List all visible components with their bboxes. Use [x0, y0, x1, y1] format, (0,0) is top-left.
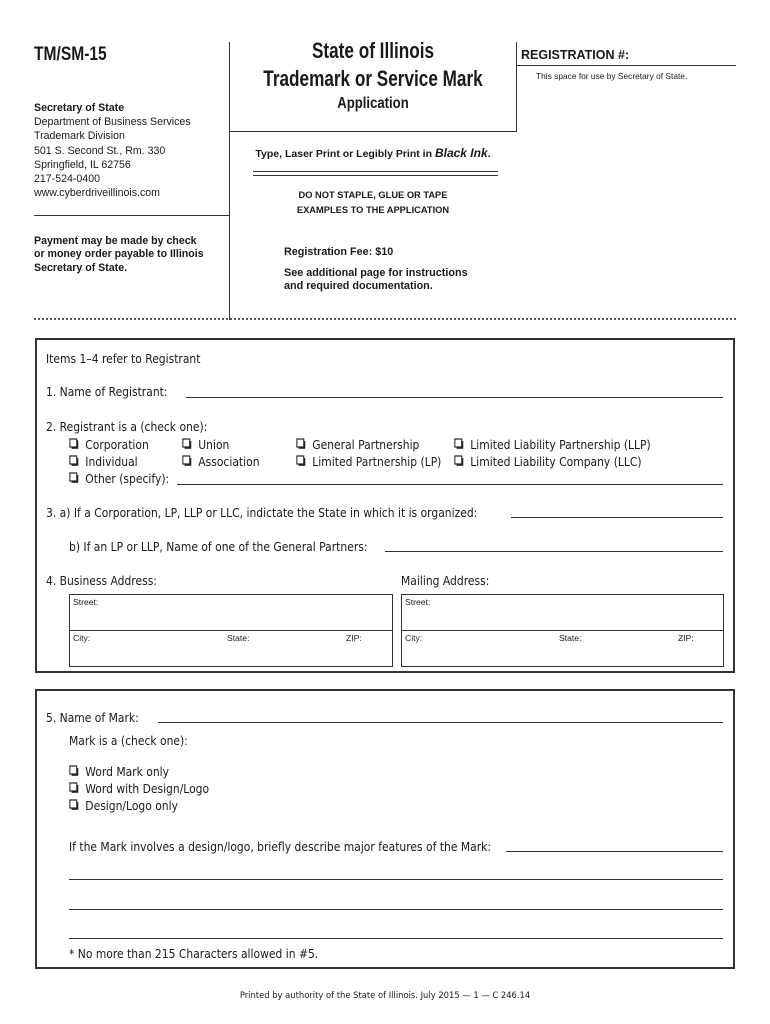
instruction-rule [253, 171, 498, 176]
item2-label: 2. Registrant is a (check one): [46, 419, 208, 434]
checkbox-icon [454, 454, 463, 465]
business-street-field[interactable] [110, 596, 390, 628]
ink-instruction [230, 146, 516, 160]
ink-instruction-text: Type, Laser Print or Legibly Print in [255, 148, 435, 160]
option-union-label: Union [198, 437, 230, 452]
checkbox-icon [182, 454, 191, 465]
describe-design-label: If the Mark involves a design/logo, briefly describe major features of the Mark: [69, 839, 492, 854]
checkbox-icon [182, 437, 191, 448]
form-id: TM/SM-15 [34, 44, 107, 65]
see-additional-page [284, 267, 499, 294]
option-llc-label: Limited Liability Company (LLC) [470, 454, 642, 469]
office-division: Trademark Division [34, 130, 125, 143]
office-address [34, 101, 191, 200]
ink-instruction-end: . [487, 148, 491, 160]
office-city: Springfield, IL 62756 [34, 158, 131, 171]
staple-warning-line1: DO NOT STAPLE, GLUE OR TAPE [298, 190, 448, 200]
office-phone: 217-524-0400 [34, 173, 100, 186]
general-partner-field[interactable] [385, 551, 723, 552]
registration-fee: Registration Fee: $10 [284, 246, 394, 258]
option-general-partnership[interactable] [296, 437, 419, 452]
mailing-zip-label: ZIP: [678, 633, 694, 643]
option-lp-label: Limited Partnership (LP) [312, 454, 442, 469]
option-association-label: Association [198, 454, 260, 469]
section1-heading: Items 1–4 refer to Registrant [46, 351, 201, 366]
office-dept: Department of Business Services [34, 116, 191, 129]
item4-label: 4. Business Address: [46, 573, 157, 588]
payment-line2: or money order payable to Illinois [34, 248, 204, 261]
checkbox-icon [296, 437, 305, 448]
checkbox-icon [69, 781, 78, 792]
checkbox-icon [69, 764, 78, 775]
option-design-only[interactable] [69, 798, 178, 813]
item3a-label: 3. a) If a Corporation, LP, LLP or LLC, indictate the State in which it is organized: [46, 505, 478, 520]
checkbox-icon [69, 454, 78, 465]
business-zip-field[interactable] [366, 632, 390, 664]
office-name: Secretary of State [34, 102, 125, 114]
title-application: Application [337, 95, 409, 112]
option-individual[interactable] [69, 454, 138, 469]
describe-field-line2[interactable] [69, 879, 723, 880]
footer-note: Printed by authority of the State of Illinois. July 2015 — 1 — C 246.14 [239, 990, 531, 1000]
staple-warning [240, 188, 506, 218]
option-corporation[interactable] [69, 437, 149, 452]
option-lp[interactable] [296, 454, 441, 469]
payment-line1: Payment may be made by check [34, 235, 197, 247]
checkbox-icon [296, 454, 305, 465]
option-general-partnership-label: General Partnership [312, 437, 420, 452]
business-state-field[interactable] [258, 632, 340, 664]
registration-label: REGISTRATION #: [521, 48, 630, 62]
option-llc[interactable] [454, 454, 642, 469]
mailing-street-field[interactable] [442, 596, 721, 628]
option-individual-label: Individual [85, 454, 138, 469]
payment-note [34, 235, 229, 275]
checkbox-icon [69, 798, 78, 809]
mailing-address-label: Mailing Address: [401, 573, 490, 588]
see-additional-line1: See additional page for instructions [284, 267, 468, 279]
state-organized-field[interactable] [511, 517, 723, 518]
registration-rule [516, 65, 736, 66]
header-divider-right [516, 42, 517, 132]
character-limit-note: * No more than 215 Characters allowed in #5. [69, 946, 319, 961]
item3b-label: b) If an LP or LLP, Name of one of the General Partners: [69, 539, 368, 554]
mailing-state-field[interactable] [590, 632, 672, 664]
describe-field-line4[interactable] [69, 938, 723, 939]
title-state: State of Illinois [311, 38, 435, 63]
mailing-state-label: State: [559, 633, 582, 643]
mark-section [35, 689, 735, 969]
option-union[interactable] [182, 437, 229, 452]
office-web: www.cyberdriveillinois.com [34, 187, 160, 200]
option-word-mark[interactable] [69, 764, 169, 779]
title-trademark: Trademark or Service Mark [263, 66, 483, 91]
checkbox-icon [69, 437, 78, 448]
registrant-name-field[interactable] [186, 397, 723, 398]
checkbox-icon [69, 471, 78, 482]
mailing-street-label: Street: [405, 597, 431, 607]
mailing-address-divider [401, 630, 724, 631]
option-llp[interactable] [454, 437, 651, 452]
option-association[interactable] [182, 454, 260, 469]
other-specify-field[interactable] [177, 484, 723, 485]
mailing-city-label: City: [405, 633, 423, 643]
office-bottom-rule [34, 215, 230, 216]
staple-warning-line2: EXAMPLES TO THE APPLICATION [296, 205, 450, 215]
registration-note: This space for use by Secretary of State. [536, 71, 688, 81]
business-zip-label: ZIP: [346, 633, 362, 643]
see-additional-line2: and required documentation. [284, 280, 433, 293]
option-word-design-label: Word with Design/Logo [85, 781, 210, 796]
mark-type-label: Mark is a (check one): [69, 733, 188, 748]
ink-instruction-emphasis: Black Ink [434, 146, 488, 160]
option-word-design[interactable] [69, 781, 209, 796]
option-corporation-label: Corporation [85, 437, 149, 452]
describe-field-line1[interactable] [506, 851, 723, 852]
header-divider-left [229, 42, 230, 320]
option-word-mark-label: Word Mark only [85, 764, 170, 779]
item1-label: 1. Name of Registrant: [46, 384, 168, 399]
office-street: 501 S. Second St., Rm. 330 [34, 144, 166, 157]
business-state-label: State: [227, 633, 250, 643]
option-design-only-label: Design/Logo only [85, 798, 178, 813]
checkbox-icon [454, 437, 463, 448]
option-llp-label: Limited Liability Partnership (LLP) [470, 437, 651, 452]
business-address-divider [69, 630, 393, 631]
business-street-label: Street: [73, 597, 99, 607]
mark-name-field[interactable] [158, 722, 723, 723]
mailing-city-field[interactable] [428, 632, 553, 664]
option-other-label: Other (specify): [85, 471, 170, 486]
describe-field-line3[interactable] [69, 909, 723, 910]
item5-label: 5. Name of Mark: [46, 710, 139, 725]
business-city-field[interactable] [96, 632, 221, 664]
header-separator [34, 318, 736, 320]
payment-line3: Secretary of State. [34, 261, 128, 274]
mailing-zip-field[interactable] [698, 632, 722, 664]
business-city-label: City: [73, 633, 91, 643]
title-bottom-rule [229, 131, 517, 132]
option-other[interactable] [69, 471, 169, 486]
